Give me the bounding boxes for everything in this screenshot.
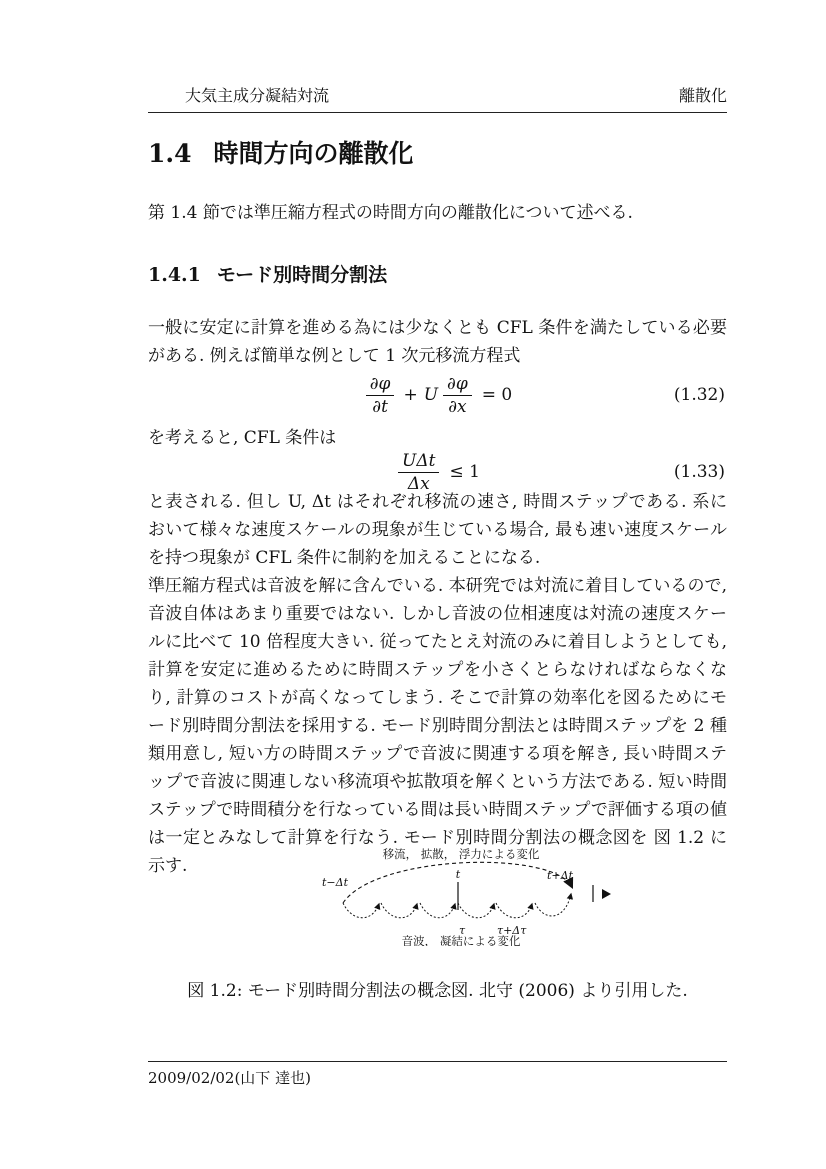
header-right-title: 離散化 bbox=[678, 86, 727, 105]
numerator: ∂φ bbox=[443, 374, 472, 396]
time-splitting-diagram bbox=[321, 846, 621, 946]
short-step-arc bbox=[458, 903, 494, 918]
header-left-title: 大気主成分凝結対流 bbox=[185, 86, 330, 105]
equation-rhs: = 0 bbox=[481, 385, 513, 405]
short-step-arc bbox=[381, 903, 417, 918]
label-tau-plus-dtau: τ+Δτ bbox=[496, 924, 526, 937]
figure-top-label: 移流， 拡散， 浮力による変化 bbox=[382, 847, 539, 861]
paragraph-mode-splitting: 準圧縮方程式は音波を解に含んでいる. 本研究では対流に着目しているので, 音波自体はあまり重要ではない. しかし音波の位相速度は対流の速度スケールに比べて 10 倍程度大きい. 従ってたとえ対流のみに着目しようとしても, 計算を安定に進めるために時間ステップを小さくとらなければならなくなり, 計算のコストが高くなってしまう. そこで計算の効率化を図るためにモード別時間分割法を採用する. モード別時間分割法とは時間ステップを 2 種類用意し, 短い方の時間ステップで音波に関連する項を解き, 長い時間ステップで音波に関連しない移流項や拡散項を解くという方法である. 短い時間ステップで時間積分を行なっている間は長い時間ステップで評価する項の値は一定とみなして計算を行なう. モード別時間分割法の概念図を 図 1.2 に示す. bbox=[148, 576, 727, 876]
label-t: t bbox=[455, 868, 460, 881]
equation-number: (1.32) bbox=[673, 385, 725, 405]
short-step-arc bbox=[343, 903, 379, 918]
running-header bbox=[148, 86, 727, 106]
figure-bottom-label: 音波， 凝結による変化 bbox=[401, 934, 520, 946]
label-t-minus-dt: t−Δt bbox=[321, 876, 348, 889]
denominator: Δx bbox=[407, 473, 430, 494]
equation-number: (1.33) bbox=[673, 462, 725, 482]
section-number: 1.4 bbox=[148, 139, 192, 168]
paragraph-cfl: 一般に安定に計算を進める為には少なくとも CFL 条件を満たしている必要がある. 例えば簡単な例として 1 次元移流方程式 bbox=[148, 318, 727, 366]
plus-operator: + bbox=[403, 385, 418, 405]
footer-rule bbox=[148, 1061, 727, 1062]
denominator: ∂x bbox=[448, 396, 467, 417]
short-step-arc bbox=[535, 894, 571, 916]
fraction-dphi-dx bbox=[443, 374, 472, 417]
footer-date-author: 2009/02/02(山下 達也) bbox=[148, 1069, 311, 1087]
figure-1-2 bbox=[148, 846, 727, 950]
section-title: 時間方向の離散化 bbox=[213, 139, 414, 168]
numerator: UΔt bbox=[398, 451, 439, 473]
subsection-number: 1.4.1 bbox=[148, 264, 201, 286]
paragraph-intro: 第 1.4 節では準圧縮方程式の時間方向の離散化について述べる. bbox=[148, 203, 633, 223]
axis-arrow-icon bbox=[602, 889, 611, 899]
header-rule bbox=[148, 112, 727, 113]
subsection-heading bbox=[148, 262, 727, 288]
fraction-dphi-dt bbox=[366, 374, 395, 417]
numerator: ∂φ bbox=[366, 374, 395, 396]
label-tau: τ bbox=[458, 924, 465, 937]
short-step-arc bbox=[420, 903, 455, 918]
paragraph-expressed: と表される. 但し U, Δt はそれぞれ移流の速さ, 時間ステップである. 系において様々な速度スケールの現象が生じている場合, 最も速い速度スケールを持つ現象が CFL 条件に制約を加えることになる. bbox=[148, 492, 727, 568]
equation-rhs: ≤ 1 bbox=[449, 462, 480, 482]
equation-1-32 bbox=[148, 370, 727, 420]
paragraph-consider: を考えると, CFL 条件は bbox=[148, 428, 337, 448]
subsection-title: モード別時間分割法 bbox=[216, 264, 388, 286]
figure-caption: 図 1.2: モード別時間分割法の概念図. 北守 (2006) より引用した. bbox=[187, 981, 688, 1001]
section-heading bbox=[148, 138, 727, 170]
denominator: ∂t bbox=[372, 396, 388, 417]
short-step-arc bbox=[496, 903, 532, 918]
label-t-plus-dt: t+Δt bbox=[546, 869, 573, 882]
advection-speed-symbol: U bbox=[423, 385, 439, 405]
